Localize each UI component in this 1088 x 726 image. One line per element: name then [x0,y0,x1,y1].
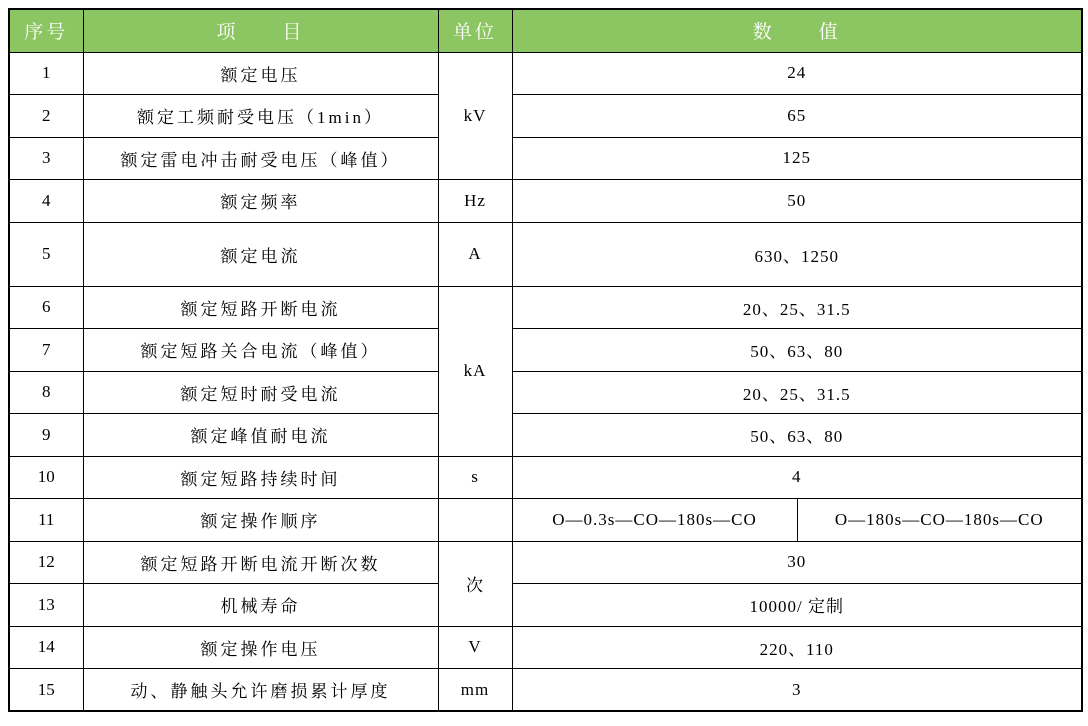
table-row [9,626,1082,669]
table-row [9,371,1082,414]
unit-cell: V [438,626,512,669]
table-row [9,499,1082,542]
value-cell: 30 [512,541,1082,584]
row-no-cell: 6 [9,286,83,329]
value-cell: 3 [512,669,1082,712]
table-row [9,669,1082,712]
table-row [9,137,1082,180]
table-row [9,95,1082,138]
item-cell: 额定电流 [83,222,438,286]
value-cell: 50 [512,180,1082,223]
spec-table [8,8,1083,712]
item-cell: 额定短路关合电流（峰值） [83,329,438,372]
item-cell: 额定频率 [83,180,438,223]
header-unit: 单位 [438,9,512,52]
row-no-cell: 9 [9,414,83,457]
value-cell: 630、1250 [512,222,1082,286]
table-row [9,222,1082,286]
row-no-cell: 14 [9,626,83,669]
unit-cell: kV [438,52,512,180]
row-no-cell: 3 [9,137,83,180]
value-cell: 65 [512,95,1082,138]
header-item: 项 目 [83,9,438,52]
item-cell: 额定操作顺序 [83,499,438,542]
row-no-cell: 15 [9,669,83,712]
item-cell: 额定短时耐受电流 [83,371,438,414]
value-cell: 24 [512,52,1082,95]
item-cell: 额定短路开断电流 [83,286,438,329]
item-cell: 额定短路开断电流开断次数 [83,541,438,584]
value-cell: 20、25、31.5 [512,286,1082,329]
unit-cell: A [438,222,512,286]
row-no-cell: 12 [9,541,83,584]
row-no-cell: 7 [9,329,83,372]
table-row [9,180,1082,223]
row-no-cell: 10 [9,456,83,499]
unit-cell: mm [438,669,512,712]
value-cell: 10000/ 定制 [512,584,1082,627]
table-row [9,414,1082,457]
value-cell: 20、25、31.5 [512,371,1082,414]
row-no-cell: 1 [9,52,83,95]
item-cell: 额定雷电冲击耐受电压（峰值） [83,137,438,180]
item-cell: 额定短路持续时间 [83,456,438,499]
item-cell: 机械寿命 [83,584,438,627]
row-no-cell: 2 [9,95,83,138]
header-row [9,9,1082,52]
value-cell: 50、63、80 [512,329,1082,372]
table-row [9,286,1082,329]
header-no: 序号 [9,9,83,52]
value-cell-right: O—180s—CO—180s—CO [797,499,1082,542]
row-no-cell: 4 [9,180,83,223]
table-row [9,329,1082,372]
row-no-cell: 13 [9,584,83,627]
table-row [9,456,1082,499]
table-row [9,584,1082,627]
unit-cell: 次 [438,541,512,626]
unit-cell: Hz [438,180,512,223]
value-cell: 220、110 [512,626,1082,669]
unit-cell: kA [438,286,512,456]
unit-cell [438,499,512,542]
row-no-cell: 11 [9,499,83,542]
value-cell: 50、63、80 [512,414,1082,457]
unit-cell: s [438,456,512,499]
item-cell: 动、静触头允许磨损累计厚度 [83,669,438,712]
item-cell: 额定工频耐受电压（1min） [83,95,438,138]
value-cell: 125 [512,137,1082,180]
table-row [9,541,1082,584]
header-value: 数 值 [512,9,1082,52]
row-no-cell: 8 [9,371,83,414]
table-row [9,52,1082,95]
row-no-cell: 5 [9,222,83,286]
value-cell: 4 [512,456,1082,499]
value-cell-left: O—0.3s—CO—180s—CO [512,499,797,542]
item-cell: 额定峰值耐电流 [83,414,438,457]
item-cell: 额定电压 [83,52,438,95]
item-cell: 额定操作电压 [83,626,438,669]
